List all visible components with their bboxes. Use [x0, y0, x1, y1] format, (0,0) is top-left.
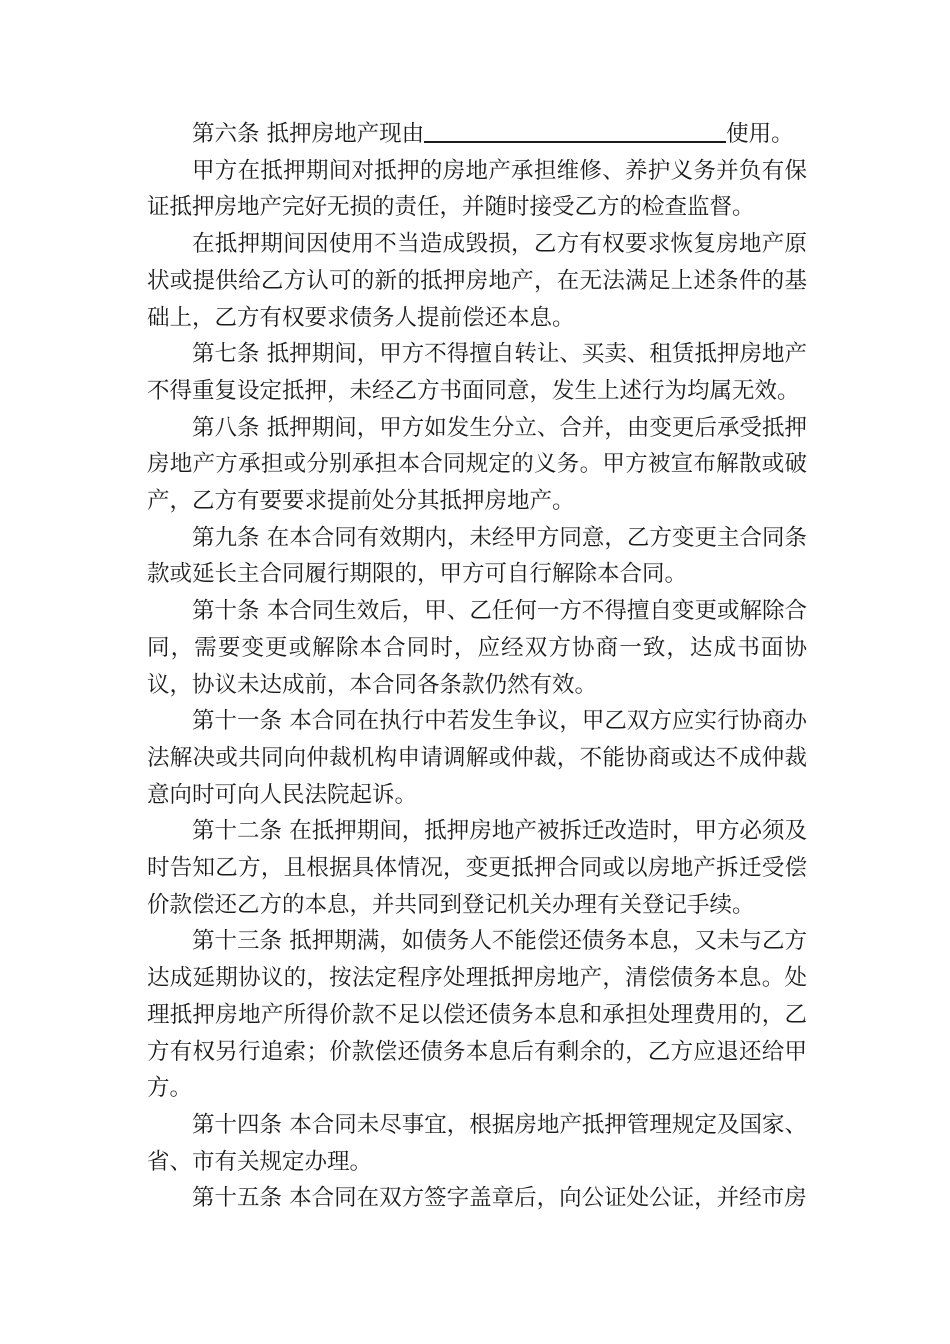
article-6-usage-lead: 第六条 抵押房地产现由 — [192, 121, 425, 147]
article-10: 第十条 本合同生效后，甲、乙任何一方不得擅自变更或解除合同，需要变更或解除本合同时，应经双方协商一致，达成书面协议，协议未达成前，本合同各条款仍然有效。 — [147, 598, 807, 698]
article-11: 第十一条 本合同在执行中若发生争议，甲乙双方应实行协商办法解决或共同向仲裁机构申请调解或仲裁，不能协商或达不成仲裁意向时可向人民法院起诉。 — [147, 708, 807, 808]
article-14: 第十四条 本合同未尽事宜，根据房地产抵押管理规定及国家、省、市有关规定办理。 — [147, 1111, 807, 1175]
article-12: 第十二条 在抵押期间，抵押房地产被拆迁改造时，甲方必须及时告知乙方，且根据具体情况，变更抵押合同或以房地产拆迁受偿价款偿还乙方的本息，并共同到登记机关办理有关登记手续。 — [147, 818, 807, 918]
article-6-usage — [147, 116, 807, 153]
article-7: 第七条 抵押期间，甲方不得擅自转让、买卖、租赁抵押房地产不得重复设定抵押，未经乙方书面同意，发生上述行为均属无效。 — [147, 341, 807, 404]
article-8: 第八条 抵押期间，甲方如发生分立、合并，由变更后承受抵押房地产方承担或分别承担本合同规定的义务。甲方被宣布解散或破产，乙方有要要求提前处分其抵押房地产。 — [147, 414, 807, 515]
article-6-damage: 在抵押期间因使用不当造成毁损，乙方有权要求恢复房地产原状或提供给乙方认可的新的抵押房地产，在无法满足上述条件的基础上，乙方有权要求债务人提前偿还本息。 — [147, 231, 807, 331]
article-15: 第十五条 本合同在双方签字盖章后，向公证处公证，并经市房 — [192, 1185, 807, 1212]
contract-body — [147, 116, 807, 1217]
article-6-maintenance: 甲方在抵押期间对抵押的房地产承担维修、养护义务并负有保证抵押房地产完好无损的责任，并随时接受乙方的检查监督。 — [147, 157, 807, 221]
fill-in-blank-line[interactable] — [424, 119, 726, 143]
article-9: 第九条 在本合同有效期内，未经甲方同意，乙方变更主合同条款或延长主合同履行期限的，甲方可自行解除本合同。 — [147, 524, 807, 588]
article-6-usage-tail: 使用。 — [726, 121, 794, 147]
article-13: 第十三条 抵押期满，如债务人不能偿还债务本息，又未与乙方达成延期协议的，按法定程序处理抵押房地产，清偿债务本息。处理抵押房地产所得价款不足以偿还债务本息和承担处理费用的，乙方有权另行追索；价款偿还债务本息后有剩余的，乙方应退还给甲方。 — [147, 928, 807, 1102]
